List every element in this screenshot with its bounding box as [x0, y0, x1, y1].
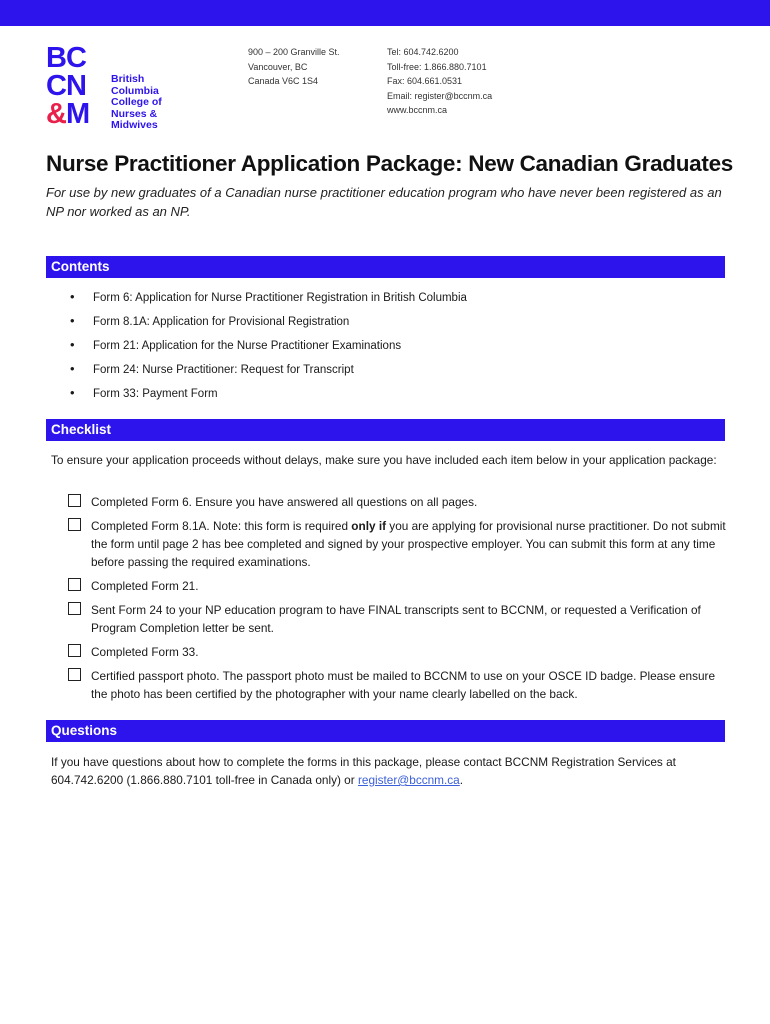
- list-item: • Form 21: Application for the Nurse Practitioner Examinations: [70, 337, 402, 352]
- checkbox[interactable]: [68, 518, 81, 531]
- logo-name-line: British: [111, 73, 145, 85]
- checklist-intro: To ensure your application proceeds without delays, make sure you have included each item below in your application package:: [51, 453, 717, 467]
- checkbox[interactable]: [68, 578, 81, 591]
- checklist-item-text: Sent Form 24 to your NP education program to have FINAL transcripts sent to BCCNM, or requested a Verification of Program Completion letter be sent.: [91, 603, 701, 635]
- fax-line: Fax: 604.661.0531: [387, 76, 463, 86]
- checklist-heading: Checklist: [46, 419, 725, 441]
- checkbox[interactable]: [68, 668, 81, 681]
- contents-list: [70, 291, 467, 411]
- checklist-item-text: Completed Form 33.: [91, 645, 199, 659]
- top-brand-bar: [0, 0, 770, 26]
- address-line: Vancouver, BC: [248, 61, 308, 72]
- toll-free-line: Toll-free: 1.866.880.7101: [387, 61, 487, 72]
- list-item: • Form 8.1A: Application for Provisional Registration: [70, 313, 350, 328]
- address-line: Canada V6C 1S4: [248, 76, 319, 86]
- logo-letters: [46, 44, 89, 128]
- logo-name-line: College of: [111, 96, 162, 108]
- logo-ampersand: &: [46, 98, 66, 130]
- contents-item-label: Form 21: Application for the Nurse Practitioner Examinations: [93, 340, 402, 352]
- checklist-item-text: Completed Form 8.1A. Note: this form is required only if you are applying for provisional nurse practitioner. Do not submit the form until page 2 has bee completed and signed by your prospective employer. You can submit this form at any time before passing the required examinations.: [91, 519, 726, 569]
- checkbox[interactable]: [68, 494, 81, 507]
- contents-item-label: Form 33: Payment Form: [93, 388, 218, 400]
- logo-name-line: Columbia: [111, 84, 159, 97]
- bccnm-logo: [46, 44, 176, 134]
- logo-org-name: [111, 74, 162, 132]
- document-subtitle: For use by new graduates of a Canadian nurse practitioner education program who have never been registered as an NP nor worked as an NP.: [46, 185, 722, 219]
- phone-line: Tel: 604.742.6200: [387, 47, 459, 57]
- logo-name-line: Nurses &: [111, 107, 158, 120]
- website-line: www.bccnm.ca: [387, 105, 448, 115]
- checkbox[interactable]: [68, 644, 81, 657]
- contents-item-label: Form 6: Application for Nurse Practitioner Registration in British Columbia: [93, 292, 467, 304]
- contact-info: [387, 45, 492, 118]
- questions-text: If you have questions about how to complete the forms in this package, please contact BCCNM Registration Services at 604.742.6200 (1.866.880.7101 toll-free in Canada only) or register@bccnm.ca.: [51, 755, 676, 787]
- contents-item-label: Form 8.1A: Application for Provisional Registration: [93, 316, 350, 328]
- checklist-item-text: Completed Form 21.: [91, 579, 199, 593]
- checklist-item-text: Completed Form 6. Ensure you have answered all questions on all pages.: [91, 495, 478, 509]
- logo-line-3: M: [65, 98, 90, 130]
- logo-line-1: BC: [46, 42, 86, 74]
- mailing-address: [248, 45, 340, 89]
- email-line: Email: register@bccnm.ca: [387, 90, 493, 101]
- contents-item-label: Form 24: Nurse Practitioner: Request for Transcript: [93, 364, 354, 376]
- email-link[interactable]: register@bccnm.ca: [357, 773, 460, 787]
- contents-heading: Contents: [46, 256, 725, 278]
- logo-name-line: Midwives: [111, 119, 158, 131]
- checkbox[interactable]: [68, 602, 81, 615]
- list-item: • Form 6: Application for Nurse Practitioner Registration in British Columbia: [70, 289, 467, 304]
- list-item: • Form 33: Payment Form: [70, 385, 218, 400]
- questions-heading: Questions: [46, 720, 725, 742]
- questions-body: If you have questions about how to complete the forms in this package, please contact BCCNM Registration Services at 604.742.6200 (1.866.880.7101 toll-free in Canada only) or: [51, 755, 676, 787]
- address-line: 900 – 200 Granville St.: [248, 47, 340, 57]
- list-item: • Form 24: Nurse Practitioner: Request for Transcript: [70, 361, 354, 376]
- logo-line-2: CN: [46, 70, 86, 102]
- checklist-item-text: Certified passport photo. The passport photo must be mailed to BCCNM to use on your OSCE ID badge. Please ensure the photo has been certified by the photographer with your name clearly labelled on the back.: [91, 669, 716, 701]
- document-title: Nurse Practitioner Application Package: New Canadian Graduates: [46, 151, 734, 176]
